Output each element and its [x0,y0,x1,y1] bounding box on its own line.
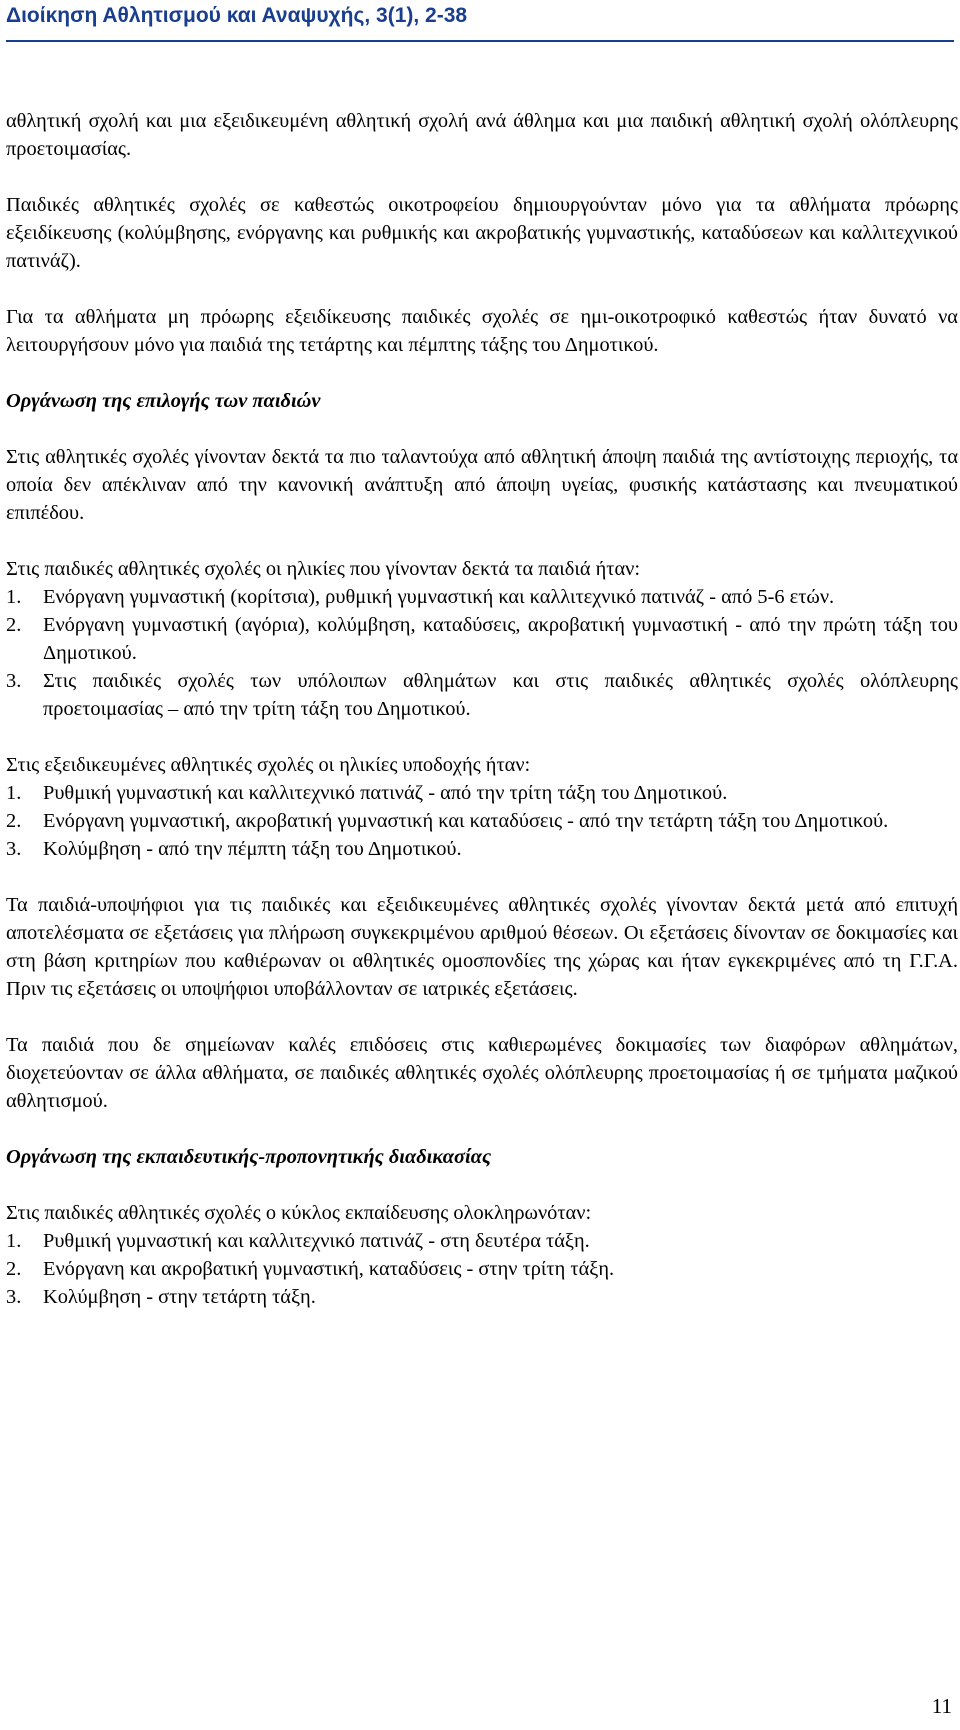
list-item [6,667,958,723]
list-1-intro: Στις παιδικές αθλητικές σχολές οι ηλικίες που γίνονταν δεκτά τα παιδιά ήταν: [6,558,641,580]
list-item-number: 1. [6,782,22,804]
list-item-number: 1. [6,586,22,608]
list-item-number: 3. [6,1286,22,1308]
paragraph-4: Στις αθλητικές σχολές γίνονταν δεκτά τα πιο ταλαντούχα από αθλητική άποψη παιδιά της αντίστοιχης περιοχής, τα οποία δεν απέκλιναν από την κανονική ανάπτυξη από άποψη υγείας, φυσικής κατάστασης και πνευματικού επιπέδου. [6,446,958,524]
list-item-text: Στις παιδικές σχολές των υπόλοιπων αθλημάτων και στις παιδικές αθλητικές σχολές ολόπλευρης προετοιμασίας – από την τρίτη τάξη του Δημοτικού. [43,670,958,720]
page-number: 11 [931,1694,952,1718]
list-item [6,779,958,807]
paragraph-1: αθλητική σχολή και μια εξειδικευμένη αθλητική σχολή ανά άθλημα και μια παιδική αθλητική σχολή ολόπλευρης προετοιμασίας. [6,110,958,160]
list-item-number: 3. [6,838,22,860]
header-rule [6,40,954,42]
list-item-number: 2. [6,810,22,832]
page-body [6,107,958,1311]
paragraph-2: Παιδικές αθλητικές σχολές σε καθεστώς οικοτροφείου δημιουργούνταν μόνο για τα αθλήματα πρόωρης εξειδίκευσης (κολύμβησης, ενόργανης και ρυθμικής και ακροβατικής γυμναστικής, καταδύσεων και καλλιτεχνικού πατινάζ). [6,194,958,272]
list-item-text: Ενόργανη γυμναστική (κορίτσια), ρυθμική γυμναστική και καλλιτεχνικό πατινάζ - από 5-6 ετών. [43,586,835,608]
list-3-intro: Στις παιδικές αθλητικές σχολές ο κύκλος εκπαίδευσης ολοκληρωνόταν: [6,1202,592,1224]
list-1 [6,583,958,723]
list-item [6,583,958,611]
journal-header: Διοίκηση Αθλητισμού και Αναψυχής, 3(1), 2-38 [6,4,468,27]
list-item-number: 3. [6,670,22,692]
list-item [6,835,958,863]
list-item-text: Ρυθμική γυμναστική και καλλιτεχνικό πατινάζ - στη δευτέρα τάξη. [43,1230,590,1252]
list-2-intro: Στις εξειδικευμένες αθλητικές σχολές οι ηλικίες υποδοχής ήταν: [6,754,531,776]
list-item-number: 1. [6,1230,22,1252]
list-item-text: Ρυθμική γυμναστική και καλλιτεχνικό πατινάζ - από την τρίτη τάξη του Δημοτικού. [43,782,728,804]
list-item [6,1283,958,1311]
list-2 [6,779,958,863]
list-item [6,1227,958,1255]
list-item-text: Ενόργανη γυμναστική, ακροβατική γυμναστική και καταδύσεις - από την τετάρτη τάξη του Δημοτικού. [43,810,889,832]
list-item-text: Κολύμβηση - στην τετάρτη τάξη. [43,1286,316,1308]
list-item-text: Ενόργανη και ακροβατική γυμναστική, καταδύσεις - στην τρίτη τάξη. [43,1258,615,1280]
section-heading-selection: Οργάνωση της επιλογής των παιδιών [6,390,321,412]
paragraph-6: Τα παιδιά που δε σημείωναν καλές επιδόσεις στις καθιερωμένες δοκιμασίες των διαφόρων αθλημάτων, διοχετεύονταν σε άλλα αθλήματα, σε παιδικές αθλητικές σχολές ολόπλευρης προετοιμασίας ή σε τμήματα μαζικού αθλητισμού. [6,1034,958,1112]
paragraph-3: Για τα αθλήματα μη πρόωρης εξειδίκευσης παιδικές σχολές σε ημι-οικοτροφικό καθεστώς ήταν δυνατό να λειτουργήσουν μόνο για παιδιά της τετάρτης και πέμπτης τάξης του Δημοτικού. [6,306,958,356]
paragraph-5: Τα παιδιά-υποψήφιοι για τις παιδικές και εξειδικευμένες αθλητικές σχολές γίνονταν δεκτά μετά από επιτυχή αποτελέσματα σε εξετάσεις για πλήρωση συγκεκριμένου αριθμού θέσεων. Οι εξετάσεις δίνονταν σε δοκιμασίες και στη βάση κριτηρίων που καθιέρωναν οι αθλητικές ομοσπονδίες της χώρας και ήταν εγκεκριμένες από τη Γ.Γ.Α. Πριν τις εξετάσεις οι υποψήφιοι υποβάλλονταν σε ιατρικές εξετάσεις. [6,894,958,1000]
list-item-number: 2. [6,1258,22,1280]
list-item-text: Ενόργανη γυμναστική (αγόρια), κολύμβηση, καταδύσεις, ακροβατική γυμναστική - από την πρώτη τάξη του Δημοτικού. [43,614,958,664]
list-item [6,611,958,667]
list-item [6,1255,958,1283]
section-heading-training: Οργάνωση της εκπαιδευτικής-προπονητικής διαδικασίας [6,1146,492,1168]
list-3 [6,1227,958,1311]
list-item [6,807,958,835]
list-item-text: Κολύμβηση - από την πέμπτη τάξη του Δημοτικού. [43,838,462,860]
list-item-number: 2. [6,614,22,636]
